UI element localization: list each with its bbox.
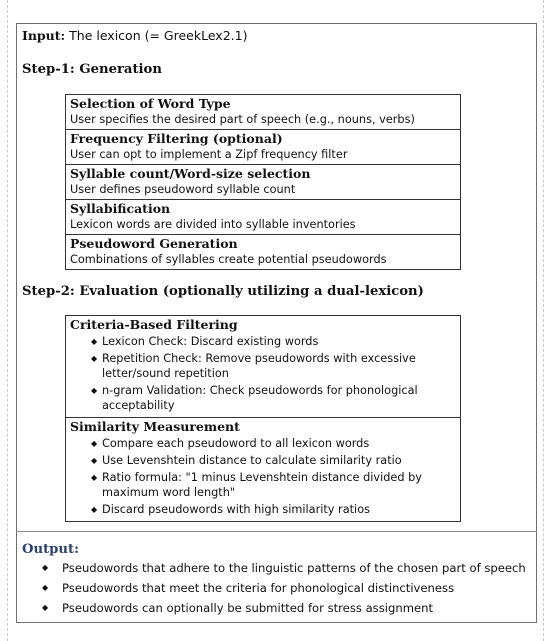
row-desc: User defines pseudoword syllable count: [70, 183, 296, 196]
step1-row: [66, 234, 460, 269]
list-item: ◆ Pseudowords can optionally be submitted for stress assignment: [42, 601, 434, 615]
step1-row: [66, 164, 460, 199]
list-item: ◆ Discard pseudowords with high similarity ratios: [91, 503, 370, 516]
diamond-bullet-icon: ◆: [91, 354, 98, 363]
diamond-bullet-icon: ◆: [91, 473, 98, 482]
step2-box: [65, 315, 461, 522]
row-desc: User can opt to implement a Zipf frequency filter: [70, 148, 348, 161]
page-guide-right: [543, 0, 544, 641]
input-line: [22, 28, 247, 44]
step1-row: [66, 199, 460, 234]
row-title: Frequency Filtering (optional): [70, 131, 283, 146]
output-separator: [16, 531, 537, 532]
list-item: ◆ Repetition Check: Remove pseudowords with excessive letter/sound repetition: [91, 352, 416, 380]
diamond-bullet-icon: ◆: [91, 505, 98, 514]
step2-title: Step-2: Evaluation (optionally utilizing a dual-lexicon): [22, 284, 424, 299]
row-desc: Lexicon words are divided into syllable inventories: [70, 218, 356, 231]
list-item: ◆ Compare each pseudoword to all lexicon words: [91, 437, 370, 450]
row-desc: User specifies the desired part of speech (e.g., nouns, verbs): [70, 113, 415, 126]
list-item: ◆ Lexicon Check: Discard existing words: [91, 335, 319, 348]
criteria-section: [66, 316, 460, 417]
diamond-bullet-icon: ◆: [91, 439, 98, 448]
row-title: Pseudoword Generation: [70, 236, 238, 251]
list-item: ◆ Pseudowords that adhere to the linguistic patterns of the chosen part of speech: [42, 561, 526, 575]
output-list: [22, 560, 542, 620]
step1-box: [65, 94, 461, 270]
similarity-section: [66, 417, 460, 521]
diamond-bullet-icon: ◆: [42, 583, 49, 592]
similarity-bullets: [70, 436, 456, 517]
diamond-bullet-icon: ◆: [91, 456, 98, 465]
section-title: Criteria-Based Filtering: [70, 317, 238, 332]
diamond-bullet-icon: ◆: [91, 386, 98, 395]
input-label: Input:: [22, 28, 66, 43]
page-guide-left: [7, 0, 8, 641]
step1-title: Step-1: Generation: [22, 62, 162, 77]
step1-row: [66, 129, 460, 164]
list-item: ◆ Use Levenshtein distance to calculate similarity ratio: [91, 454, 402, 467]
input-text: The lexicon (= GreekLex2.1): [69, 28, 248, 43]
list-item: ◆ n-gram Validation: Check pseudowords for phonological acceptability: [91, 384, 418, 412]
step1-row: [66, 95, 460, 129]
criteria-bullets: [70, 334, 456, 413]
diamond-bullet-icon: ◆: [42, 603, 49, 612]
list-item: ◆ Pseudowords that meet the criteria for phonological distinctiveness: [42, 581, 455, 595]
row-desc: Combinations of syllables create potential pseudowords: [70, 253, 387, 266]
list-item: ◆ Ratio formula: "1 minus Levenshtein distance divided by maximum word length": [91, 471, 422, 499]
output-title: Output:: [22, 542, 79, 557]
section-title: Similarity Measurement: [70, 419, 240, 434]
row-title: Syllabification: [70, 201, 171, 216]
diamond-bullet-icon: ◆: [42, 563, 49, 572]
row-title: Syllable count/Word-size selection: [70, 166, 311, 181]
row-title: Selection of Word Type: [70, 96, 231, 111]
diamond-bullet-icon: ◆: [91, 337, 98, 346]
